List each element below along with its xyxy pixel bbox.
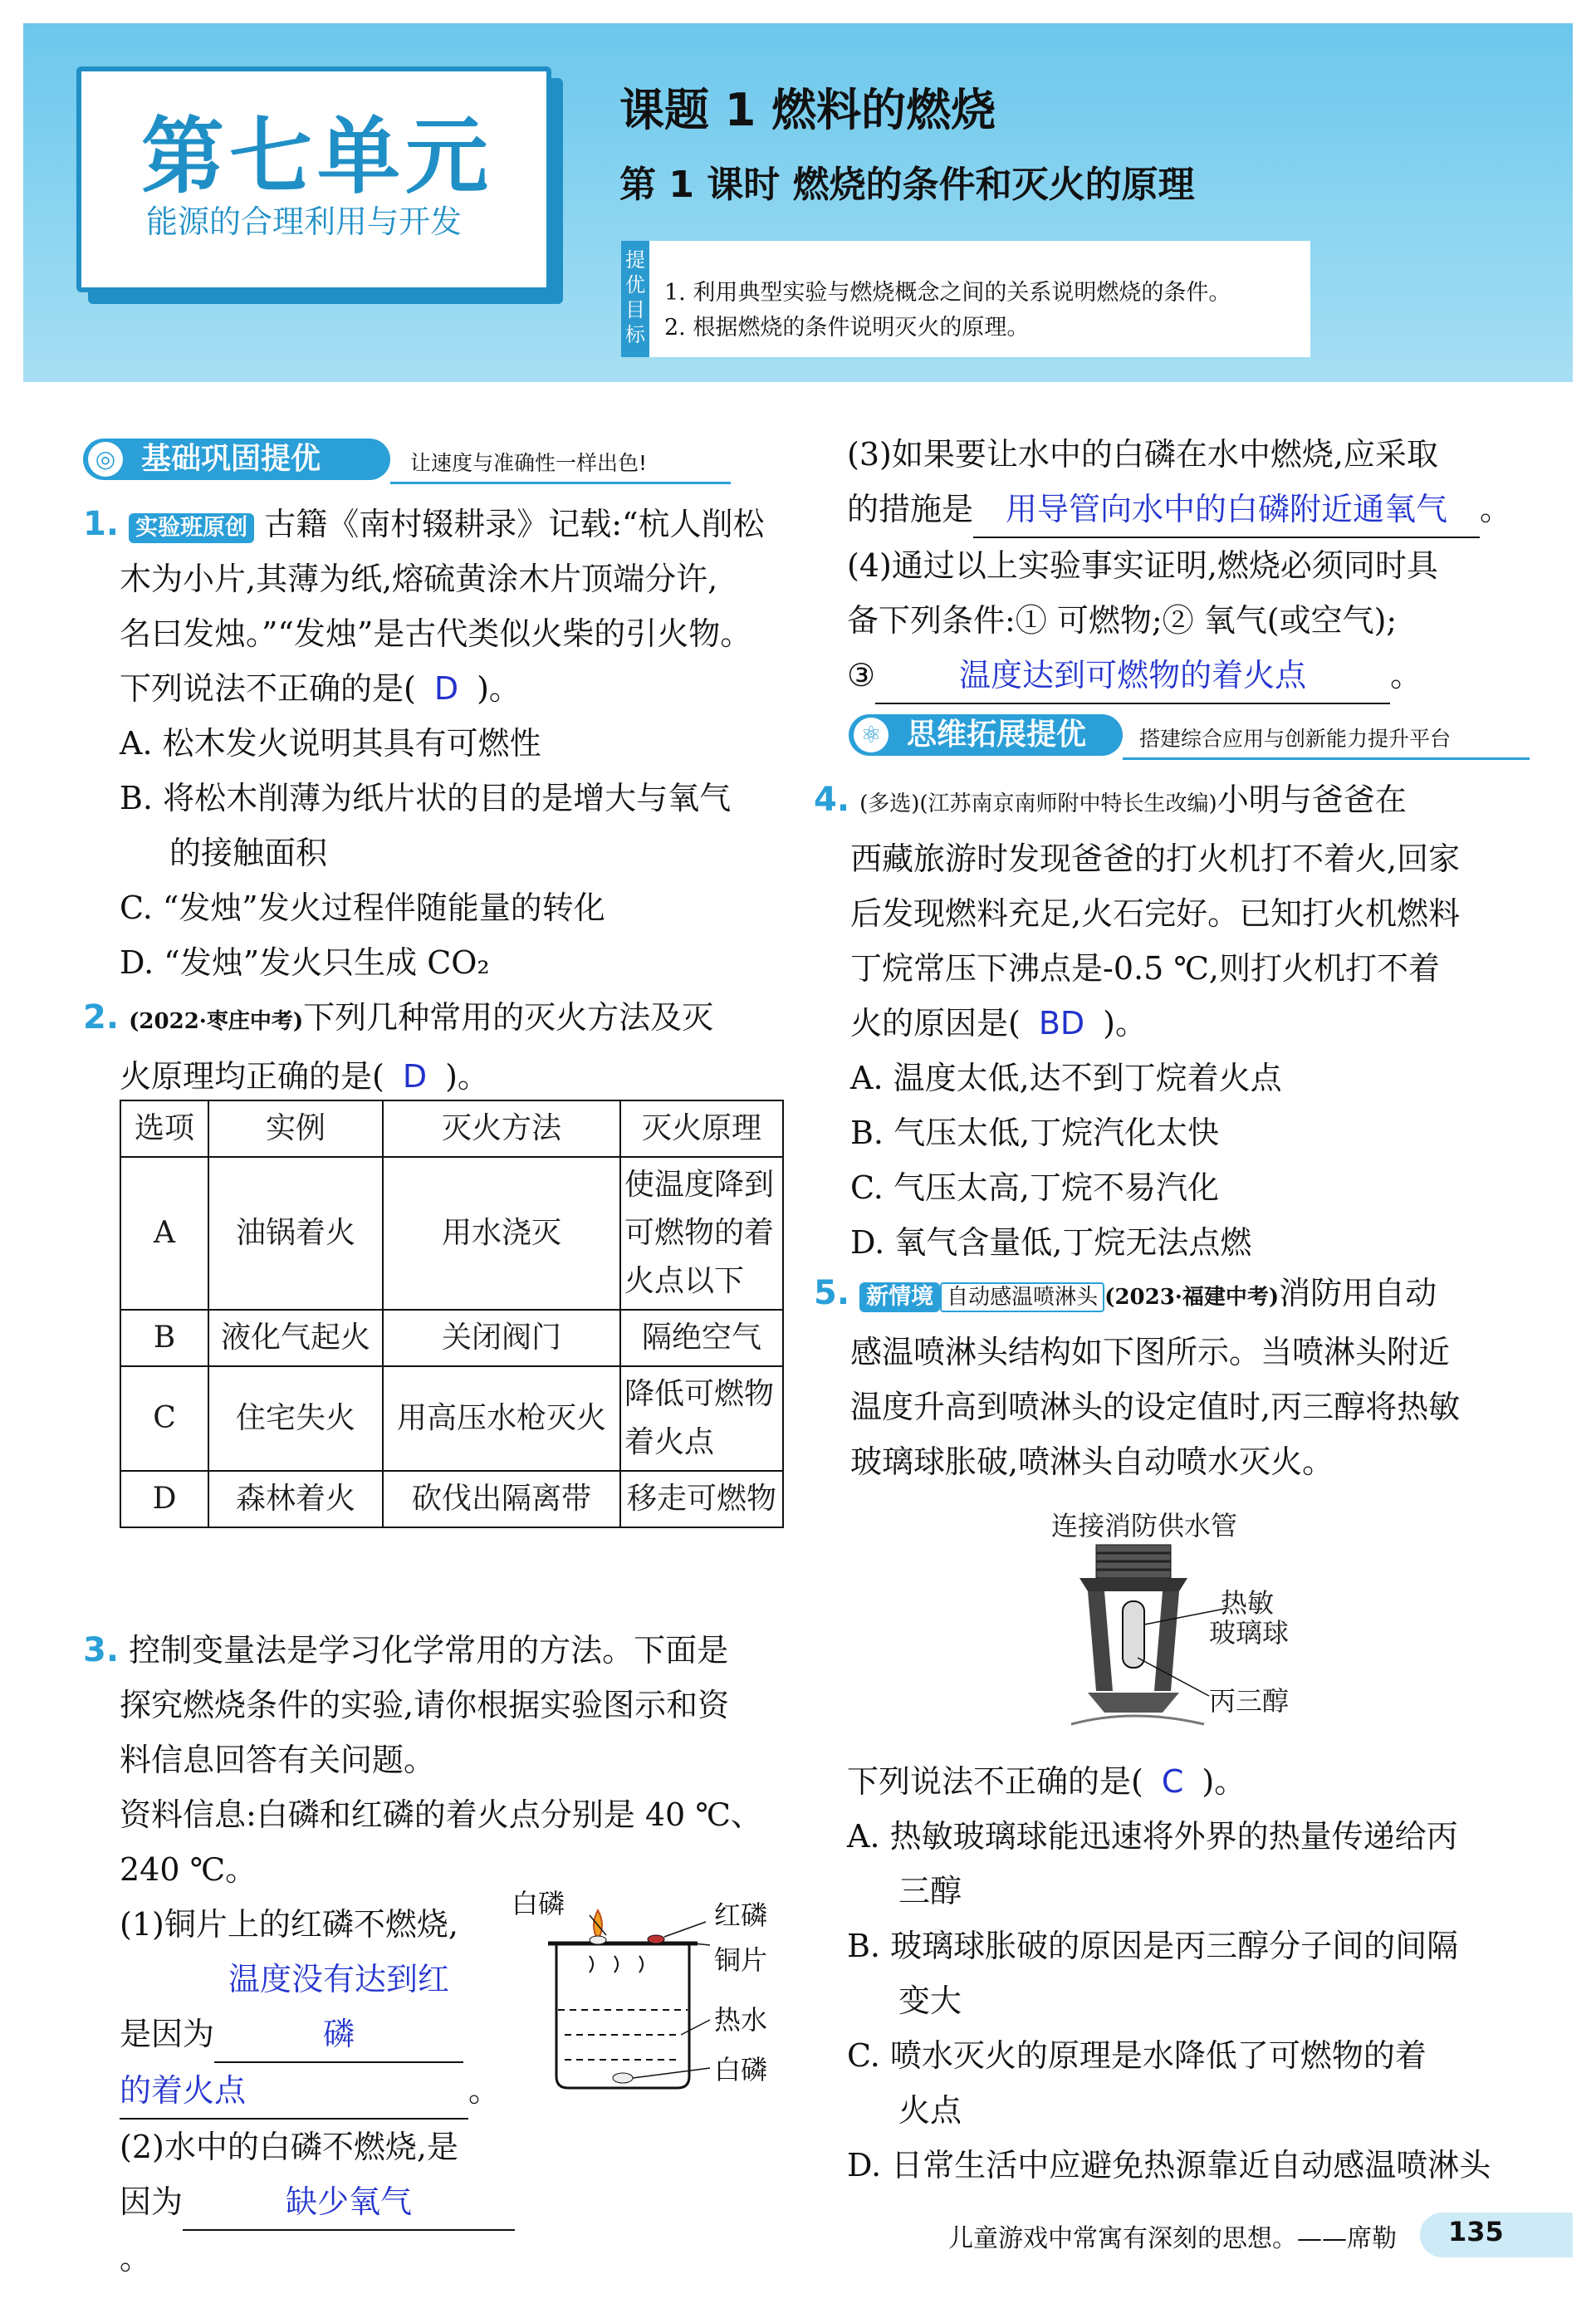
question-tag: 实验班原创 bbox=[129, 513, 254, 543]
table-cell: 住宅失火 bbox=[208, 1366, 383, 1471]
question-stem: 木为小片,其薄为纸,熔硫黄涂木片顶端分许, bbox=[120, 561, 718, 597]
question-stem: 西藏旅游时发现爸爸的打火机打不着火,回家 bbox=[850, 840, 1461, 877]
sub-question-blank: 的着火点 。 bbox=[120, 2063, 535, 2120]
sub-question: (2)水中的白磷不燃烧,是 bbox=[120, 2129, 458, 2165]
table-row bbox=[120, 1157, 783, 1310]
glass-bulb bbox=[1123, 1601, 1144, 1668]
sub-question-blank: 因为 缺少氧气。 bbox=[120, 2174, 535, 2286]
table-cell: 油锅着火 bbox=[208, 1157, 383, 1310]
q3-sub3-4 bbox=[847, 427, 1536, 704]
figure-label: 白磷 bbox=[714, 2054, 768, 2085]
table-cell: C bbox=[120, 1366, 208, 1471]
material-info: 资料信息:白磷和红磷的着火点分别是 40 ℃、 bbox=[120, 1796, 762, 1833]
option-d: D. 氧气含量低,丁烷无法点燃 bbox=[850, 1224, 1252, 1261]
option-b: B. 玻璃球胀破的原因是丙三醇分子间的间隔 bbox=[847, 1928, 1459, 1964]
sub-question-blank: ③ 温度达到可燃物的着火点 。 bbox=[847, 648, 1536, 704]
lesson-title: 第 1 课时 燃烧的条件和灭火的原理 bbox=[619, 164, 1195, 206]
material-info: 240 ℃。 bbox=[120, 1851, 257, 1888]
question-stem: 控制变量法是学习化学常用的方法。下面是 bbox=[129, 1632, 729, 1669]
option-c: C. 喷水灭火的原理是水降低了可燃物的着 bbox=[847, 2037, 1427, 2074]
question-prompt: 火的原因是( BD )。 bbox=[850, 1005, 1147, 1041]
sprinkler-frame-left bbox=[1088, 1591, 1113, 1691]
option-b-cont: 变大 bbox=[898, 1982, 962, 2019]
fire-methods-table-wrap bbox=[120, 1100, 784, 1528]
table-header: 灭火原理 bbox=[620, 1100, 783, 1157]
option-b: B. 气压太低,丁烷汽化太快 bbox=[850, 1115, 1220, 1151]
table-cell: 关闭阀门 bbox=[383, 1310, 620, 1366]
answer-text: D bbox=[402, 1058, 428, 1095]
figure-label: 热敏 bbox=[1221, 1587, 1275, 1619]
question-stem: 玻璃球胀破,喷淋头自动喷水灭火。 bbox=[850, 1443, 1334, 1480]
fire-methods-table bbox=[120, 1100, 784, 1528]
question-number: 5. bbox=[814, 1274, 850, 1312]
table-row bbox=[120, 1366, 783, 1471]
topic-tag: 自动感温喷淋头 bbox=[940, 1282, 1104, 1312]
question-number: 4. bbox=[814, 781, 850, 819]
answer-text: C bbox=[1161, 1763, 1184, 1800]
goal-label: 提优目标 bbox=[621, 241, 649, 357]
sub-question: (3)如果要让水中的白磷在水中燃烧,应采取 bbox=[847, 436, 1438, 473]
question-stem: 温度升高到喷淋头的设定值时,丙三醇将热敏 bbox=[850, 1389, 1461, 1425]
unit-title: 第七单元 bbox=[141, 108, 493, 205]
answer-text: 温度达到可燃物的着火点 bbox=[875, 648, 1390, 704]
figure-label: 红磷 bbox=[714, 1899, 768, 1931]
deflector bbox=[1088, 1693, 1179, 1713]
section-underline bbox=[1123, 757, 1530, 760]
option-c-cont: 火点 bbox=[898, 2092, 962, 2129]
unit-subtitle: 能源的合理利用与开发 bbox=[146, 203, 463, 240]
new-context-tag: 新情境 bbox=[859, 1282, 940, 1312]
target-icon: ◎ bbox=[88, 442, 123, 477]
question-number: 2. bbox=[83, 998, 120, 1037]
sprinkler-frame-right bbox=[1154, 1591, 1179, 1691]
question-number: 3. bbox=[83, 1631, 120, 1669]
section-slogan: 搭建综合应用与创新能力提升平台 bbox=[1139, 727, 1452, 751]
option-a: A. 温度太低,达不到丁烷着火点 bbox=[850, 1060, 1282, 1096]
option-b: B. 将松木削薄为纸片状的目的是增大与氧气 bbox=[120, 780, 732, 816]
section-title: ⚛ 思维拓展提优 bbox=[849, 714, 1123, 756]
table-row bbox=[120, 1310, 783, 1366]
answer-text: 用导管向水中的白磷附近通氧气 bbox=[973, 482, 1480, 538]
goal-item: 1. 利用典型实验与燃烧概念之间的关系说明燃烧的条件。 bbox=[664, 280, 1231, 306]
question-stem: 小明与爸爸在 bbox=[1217, 782, 1407, 818]
sub-question-blank: 的措施是 用导管向水中的白磷附近通氧气 。 bbox=[847, 482, 1536, 538]
option-c: C. “发烛”发火过程伴随能量的转化 bbox=[120, 890, 605, 926]
table-cell: 隔绝空气 bbox=[620, 1310, 783, 1366]
page-number: 135 bbox=[1448, 2216, 1504, 2247]
question-stem: 下列几种常用的灭火方法及灭 bbox=[303, 999, 714, 1036]
option-d: D. “发烛”发火只生成 CO₂ bbox=[120, 944, 490, 981]
goal-item: 2. 根据燃烧的条件说明灭火的原理。 bbox=[664, 315, 1030, 341]
sprinkler-body bbox=[1080, 1578, 1187, 1591]
answer-text: BD bbox=[1038, 1005, 1085, 1041]
q5-prompt-options bbox=[847, 1754, 1536, 2193]
table-cell: D bbox=[120, 1471, 208, 1527]
white-phosphorus-top bbox=[590, 1936, 606, 1944]
option-a: A. 松木发火说明其具有可燃性 bbox=[120, 725, 541, 762]
answer-text: 温度没有达到红磷 bbox=[214, 1952, 463, 2063]
option-c: C. 气压太高,丁烷不易汽化 bbox=[850, 1169, 1219, 1206]
table-cell: B bbox=[120, 1310, 208, 1366]
table-header-row bbox=[120, 1100, 783, 1157]
table-header: 选项 bbox=[120, 1100, 208, 1157]
red-phosphorus bbox=[648, 1935, 664, 1943]
sub-question: (1)铜片上的红磷不燃烧, bbox=[120, 1906, 458, 1943]
figure-label: 玻璃球 bbox=[1209, 1617, 1290, 1649]
figure-caption: 连接消防供水管 bbox=[1051, 1510, 1238, 1541]
table-cell: 砍伐出隔离带 bbox=[383, 1471, 620, 1527]
q3-sub1 bbox=[120, 1897, 535, 2286]
section-banner-extend bbox=[849, 714, 1530, 756]
table-cell: 使温度降到可燃物的着火点以下 bbox=[620, 1157, 783, 1310]
table-cell: 用高压水枪灭火 bbox=[383, 1366, 620, 1471]
question-source: (多选)(江苏南京南师附中特长生改编) bbox=[859, 791, 1217, 816]
beaker bbox=[556, 1943, 689, 2088]
answer-text: D bbox=[433, 670, 459, 707]
figure-label: 铜片 bbox=[714, 1944, 768, 1976]
question-stem: 消防用自动 bbox=[1279, 1275, 1437, 1311]
section-underline bbox=[390, 482, 731, 484]
sub-question-blank: 是因为温度没有达到红磷 bbox=[120, 1952, 535, 2063]
question-source: (2023·福建中考) bbox=[1104, 1285, 1280, 1310]
question-5 bbox=[814, 1266, 1536, 1489]
question-prompt: 火原理均正确的是( D )。 bbox=[120, 1058, 489, 1095]
question-1 bbox=[83, 497, 789, 990]
question-number: 1. bbox=[83, 505, 120, 543]
answer-text: 的着火点 bbox=[120, 2063, 468, 2120]
question-stem: 探究燃烧条件的实验,请你根据实验图示和资 bbox=[120, 1687, 730, 1723]
table-header: 实例 bbox=[208, 1100, 383, 1157]
white-phosphorus-water bbox=[613, 2073, 633, 2083]
question-stem: 料信息回答有关问题。 bbox=[120, 1742, 436, 1778]
question-prompt: 下列说法不正确的是( D )。 bbox=[120, 670, 521, 707]
table-row bbox=[120, 1471, 783, 1527]
figure-label: 丙三醇 bbox=[1209, 1685, 1290, 1717]
section-banner-basic bbox=[83, 439, 731, 480]
atom-icon: ⚛ bbox=[854, 718, 889, 752]
section-title: ◎ 基础巩固提优 bbox=[83, 439, 390, 480]
table-cell: 用水浇灭 bbox=[383, 1157, 620, 1310]
steam-marks bbox=[590, 1956, 643, 1973]
answer-text: 缺少氧气 bbox=[183, 2174, 515, 2231]
table-header: 灭火方法 bbox=[383, 1100, 620, 1157]
question-stem: 古籍《南村辍耕录》记载:“杭人削松 bbox=[264, 506, 765, 542]
option-d: D. 日常生活中应避免热源靠近自动感温喷淋头 bbox=[847, 2147, 1491, 2183]
question-stem: 感温喷淋头结构如下图所示。当喷淋头附近 bbox=[850, 1334, 1451, 1370]
option-b-cont: 的接触面积 bbox=[169, 835, 328, 871]
figure-label: 白磷 bbox=[512, 1888, 565, 1919]
question-2 bbox=[83, 990, 789, 1104]
question-stem: 丁烷常压下沸点是-0.5 ℃,则打火机打不着 bbox=[850, 950, 1440, 987]
sub-question: (4)通过以上实验事实证明,燃烧必须同时具 bbox=[847, 547, 1438, 584]
question-stem: 名曰发烛。”“发烛”是古代类似火柴的引火物。 bbox=[120, 615, 752, 652]
table-cell: 森林着火 bbox=[208, 1471, 383, 1527]
topic-title: 课题 1 燃料的燃烧 bbox=[619, 84, 996, 136]
table-cell: 移走可燃物 bbox=[620, 1471, 783, 1527]
question-source: (2022·枣庄中考) bbox=[129, 1009, 304, 1034]
question-prompt: 下列说法不正确的是( C )。 bbox=[847, 1763, 1246, 1800]
question-4 bbox=[814, 772, 1536, 1270]
question-stem: 后发现燃料充足,火石完好。已知打火机燃料 bbox=[850, 895, 1461, 932]
option-a-cont: 三醇 bbox=[898, 1873, 962, 1909]
section-slogan: 让速度与准确性一样出色! bbox=[410, 451, 648, 475]
question-3 bbox=[83, 1623, 789, 1897]
figure-label: 热水 bbox=[714, 2004, 768, 2036]
table-cell: 降低可燃物着火点 bbox=[620, 1366, 783, 1471]
table-cell: 液化气起火 bbox=[208, 1310, 383, 1366]
footer-quote: 儿童游戏中常寓有深刻的思想。——席勒 bbox=[948, 2224, 1397, 2253]
option-a: A. 热敏玻璃球能迅速将外界的热量传递给丙 bbox=[847, 1818, 1458, 1855]
table-cell: A bbox=[120, 1157, 208, 1310]
sub-question: 备下列条件:① 可燃物;② 氧气(或空气); bbox=[847, 602, 1398, 639]
